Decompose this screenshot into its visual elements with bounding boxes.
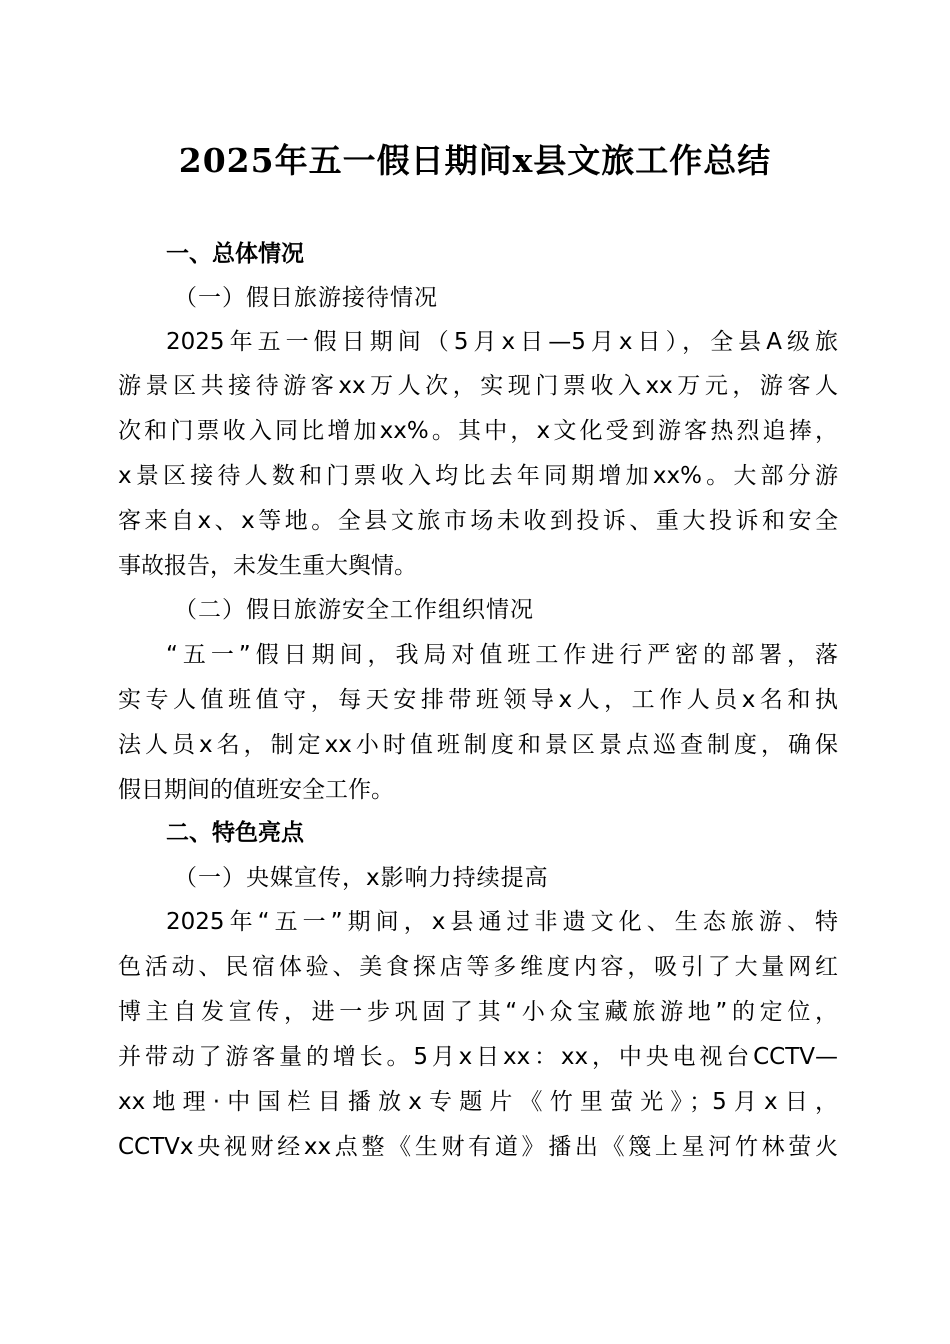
paragraph-line: “五一”假日期间，我局对值班工作进行严密的部署，落 (166, 642, 838, 668)
document-title: 2025年五一假日期间x县文旅工作总结 (178, 141, 772, 180)
section-heading-overview: 一、总体情况 (166, 241, 304, 267)
paragraph-line: 游景区共接待游客xx万人次，实现门票收入xx万元，游客人 (118, 373, 838, 399)
paragraph-line: 博主自发宣传，进一步巩固了其“小众宝藏旅游地”的定位， (118, 999, 838, 1025)
paragraph-line: CCTVx央视财经xx点整《生财有道》播出《篾上星河竹林萤火 (118, 1134, 838, 1160)
subsection-heading-safety: （二）假日旅游安全工作组织情况 (174, 597, 534, 623)
subsection-heading-reception: （一）假日旅游接待情况 (174, 285, 438, 311)
paragraph-line: 法人员x名，制定xx小时值班制度和景区景点巡查制度，确保 (118, 732, 838, 758)
paragraph-line: 2025年“五一”期间，x县通过非遗文化、生态旅游、特 (166, 909, 838, 935)
paragraph-line: 2025年五一假日期间（5月x日—5月x日），全县A级旅 (166, 329, 838, 355)
paragraph-line: 事故报告，未发生重大舆情。 (118, 553, 417, 579)
subsection-heading-media: （一）央媒宣传，x影响力持续提高 (174, 865, 549, 891)
paragraph-line: 次和门票收入同比增加xx%。其中，x文化受到游客热烈追捧， (118, 418, 838, 444)
paragraph-line: xx地理·中国栏目播放x专题片《竹里萤光》；5月x日， (118, 1089, 838, 1115)
paragraph-line: 客来自x、x等地。全县文旅市场未收到投诉、重大投诉和安全 (118, 508, 838, 534)
paragraph-line: 并带动了游客量的增长。5月x日xx：xx，中央电视台CCTV— (118, 1044, 838, 1070)
paragraph-line: 实专人值班值守，每天安排带班领导x人，工作人员x名和执 (118, 687, 838, 713)
section-heading-highlights: 二、特色亮点 (166, 820, 304, 846)
paragraph-line: 假日期间的值班安全工作。 (118, 777, 394, 803)
paragraph-line: x景区接待人数和门票收入均比去年同期增加xx%。大部分游 (118, 463, 838, 489)
paragraph-line: 色活动、民宿体验、美食探店等多维度内容，吸引了大量网红 (118, 954, 838, 980)
